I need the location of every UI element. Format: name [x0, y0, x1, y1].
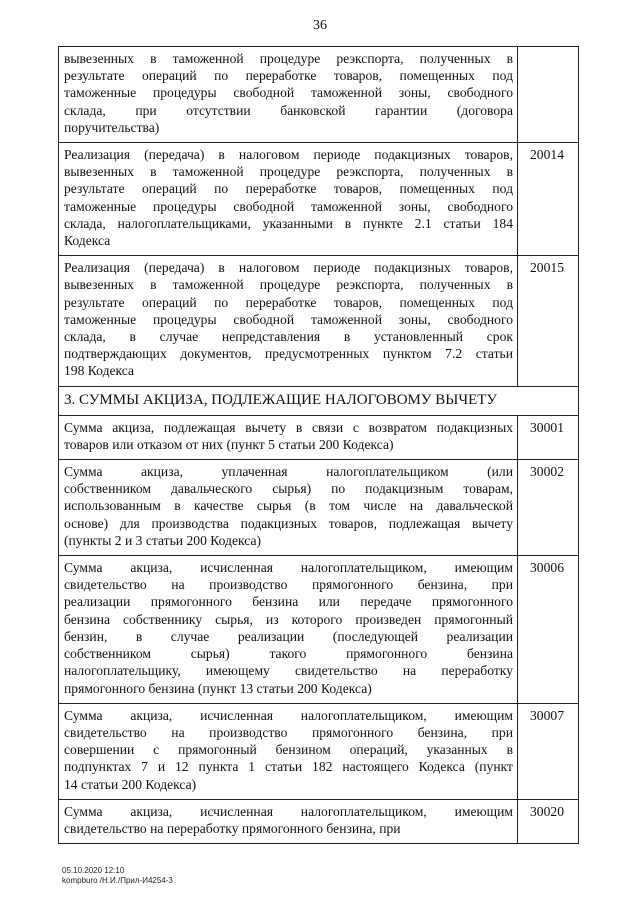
description-line: свидетельство на переработку прямогонного бензина, при — [64, 820, 401, 836]
description-line: реализации прямогонного бензина или передаче прямогонного — [64, 594, 513, 610]
description-line: подпунктах 7 и 12 пункта 1 статьи 182 настоящего Кодекса (пункт — [64, 759, 513, 775]
description-line: таможенные процедуры свободной таможенной зоны, свободного — [64, 85, 513, 101]
row-code: 30006 — [518, 556, 579, 704]
description-line: склада, при отсутствии банковской гарантии (договора — [64, 102, 513, 118]
description-line: склада, в случае непредставления в установленный срок — [64, 329, 513, 345]
description-line: вывезенных в таможенной процедуре реэкспорта, полученных в — [64, 164, 513, 180]
section-heading: 3. СУММЫ АКЦИЗА, ПОДЛЕЖАЩИЕ НАЛОГОВОМУ ВЫЧЕТУ — [59, 386, 579, 415]
row-description — [59, 143, 518, 256]
row-code: 30002 — [518, 460, 579, 556]
table-row — [59, 143, 579, 256]
row-code: 20015 — [518, 256, 579, 386]
page-number: 36 — [313, 18, 327, 33]
row-description — [59, 460, 518, 556]
description-line: собственником сырья) такого прямогонного бензина — [64, 646, 513, 662]
description-line: 198 Кодекса — [64, 363, 135, 379]
row-code: 30007 — [518, 703, 579, 799]
description-line: собственником давальческого сырья) по подакцизным товарам, — [64, 481, 513, 497]
description-line: Сумма акциза, исчисленная налогоплательщиком, имеющим — [64, 803, 513, 819]
table-row — [59, 556, 579, 704]
description-line: (пункты 2 и 3 статьи 200 Кодекса) — [64, 532, 262, 548]
row-code: 30020 — [518, 799, 579, 843]
description-line: результате операций по переработке товаров, помещенных под — [64, 294, 513, 310]
description-line: 14 статьи 200 Кодекса) — [64, 776, 197, 792]
description-line: поручительства) — [64, 119, 160, 135]
description-line: таможенные процедуры свободной таможенной зоны, свободного — [64, 311, 513, 327]
description-line: товаров или отказом от них (пункт 5 статьи 200 Кодекса) — [64, 436, 394, 452]
description-line: прямогонного бензина (пункт 13 статьи 200 Кодекса) — [64, 680, 372, 696]
description-line: свидетельство на производство прямогонного бензина, при — [64, 577, 513, 593]
table-row — [59, 799, 579, 843]
description-line: результате операций по переработке товаров, помещенных под — [64, 68, 513, 84]
description-line: использованным в качестве сырья (в том числе на давальческой — [64, 498, 513, 514]
row-description — [59, 799, 518, 843]
description-line: вывезенных в таможенной процедуре реэкспорта, полученных в — [64, 277, 513, 293]
description-line: вывезенных в таможенной процедуре реэкспорта, полученных в — [64, 51, 513, 66]
row-description — [59, 256, 518, 386]
description-line: налогоплательщику, имеющему свидетельство на переработку — [64, 663, 513, 679]
description-line: Сумма акциза, уплаченная налогоплательщиком (или — [64, 464, 513, 480]
row-description — [59, 556, 518, 704]
description-line: бензин, в случае реализации (последующей реализации — [64, 628, 513, 644]
description-line: основе) для производства подакцизных товаров, подлежащая вычету — [64, 515, 513, 531]
section-heading-row — [59, 386, 579, 415]
row-code: 20014 — [518, 143, 579, 256]
row-description — [59, 47, 518, 143]
description-line: таможенные процедуры свободной таможенной зоны, свободного — [64, 198, 513, 214]
row-description — [59, 415, 518, 459]
row-description — [59, 703, 518, 799]
description-line: Кодекса — [64, 233, 111, 249]
codes-table — [58, 46, 579, 844]
description-line: Реализация (передача) в налоговом периоде подакцизных товаров, — [64, 260, 513, 276]
description-line: результате операций по переработке товаров, помещенных под — [64, 181, 513, 197]
row-code — [518, 47, 579, 143]
description-line: Сумма акциза, исчисленная налогоплательщиком, имеющим — [64, 707, 513, 723]
description-line: склада, налогоплательщиками, указанными в пункте 2.1 статьи 184 — [64, 215, 513, 231]
description-line: Сумма акциза, исчисленная налогоплательщиком, имеющим — [64, 560, 513, 576]
table-row — [59, 415, 579, 459]
description-line: Реализация (передача) в налоговом периоде подакцизных товаров, — [64, 147, 513, 163]
footer-date: 05.10.2020 12:10 — [62, 866, 125, 875]
description-line: свидетельство на производство прямогонного бензина, при — [64, 724, 513, 740]
description-line: совершении с прямогонный бензином операций, указанных в — [64, 742, 513, 758]
table-row — [59, 256, 579, 386]
description-line: бензина собственнику сырья, из которого произведен прямогонный — [64, 611, 513, 627]
description-line: подтверждающих документов, предусмотренных пунктом 7.2 статьи — [64, 346, 513, 362]
row-code: 30001 — [518, 415, 579, 459]
table-row — [59, 460, 579, 556]
page-footer — [62, 866, 173, 886]
table-row — [59, 47, 579, 143]
table-row — [59, 703, 579, 799]
description-line: Сумма акциза, подлежащая вычету в связи с возвратом подакцизных — [64, 419, 513, 435]
footer-file-path: kompburo /Н.И./Прил-И4254-3 — [62, 876, 173, 885]
